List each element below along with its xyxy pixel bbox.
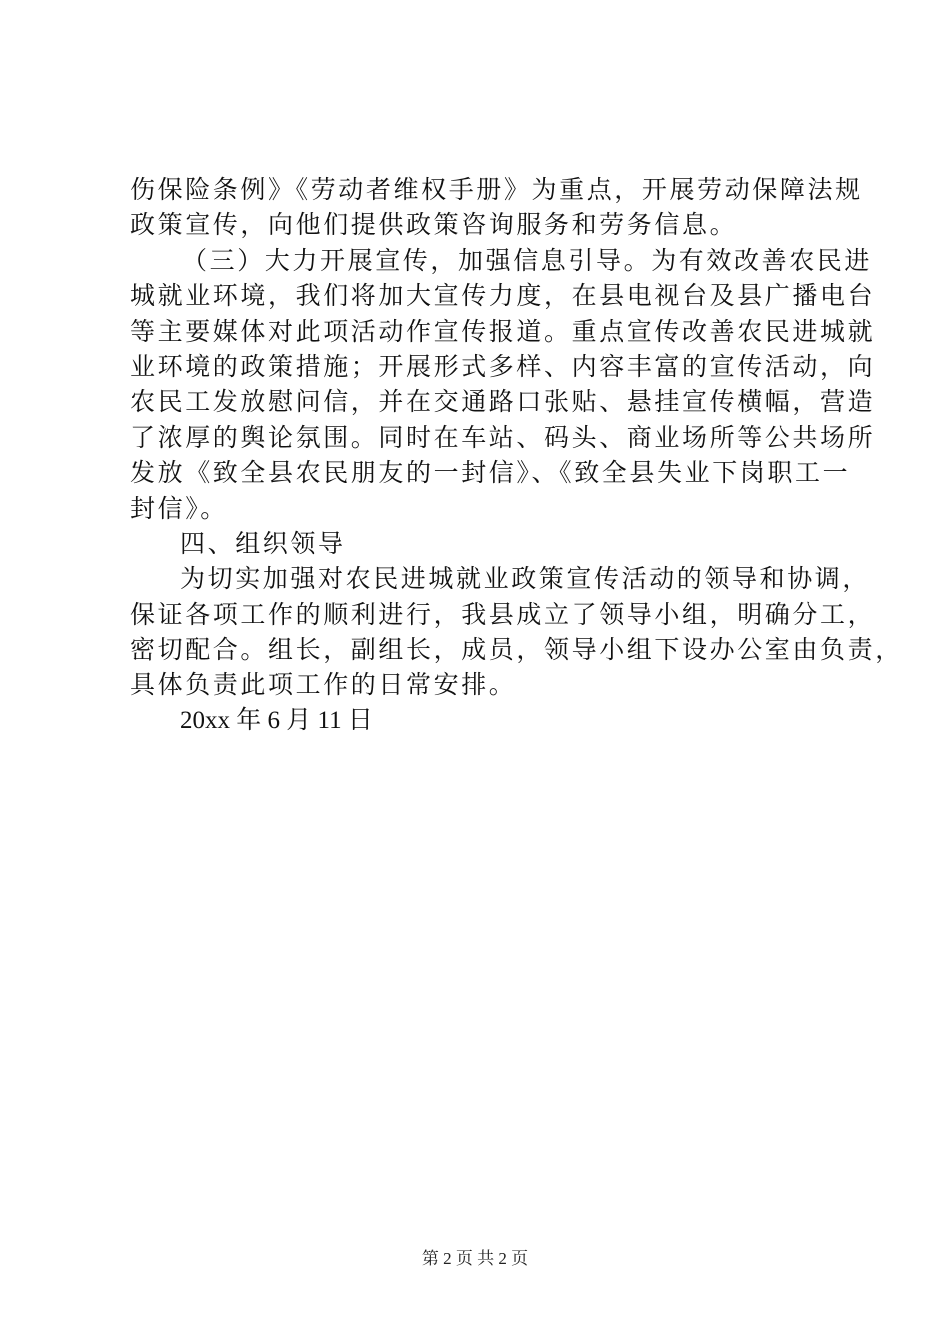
body-line: 了浓厚的舆论氛围。同时在车站、码头、商业场所等公共场所 (130, 422, 876, 452)
body-line: 伤保险条例》《劳动者维权手册》为重点，开展劳动保障法规 (130, 175, 863, 204)
body-line: 政策宣传，向他们提供政策咨询服务和劳务信息。 (130, 210, 738, 240)
body-line: 密切配合。组长，副组长，成员，领导小组下设办公室由负责， (130, 635, 903, 665)
body-line: 发放《致全县农民朋友的一封信》、《致全县失业下岗职工一 (130, 458, 851, 488)
body-line: 等主要媒体对此项活动作宣传报道。重点宣传改善农民进城就 (130, 316, 876, 346)
body-line: 为切实加强对农民进城就业政策宣传活动的领导和协调， (180, 564, 871, 594)
body-line: 农民工发放慰问信，并在交通路口张贴、悬挂宣传横幅，营造 (130, 387, 876, 417)
section-heading-three: （三）大力开展宣传，加强信息引导。为有效改善农民进 (182, 245, 873, 275)
section-heading-four: 四、组织领导 (180, 528, 346, 558)
body-line: 封信》。 (130, 493, 228, 523)
body-line: 业环境的政策措施；开展形式多样、内容丰富的宣传活动，向 (130, 351, 876, 381)
body-line: 城就业环境，我们将加大宣传力度，在县电视台及县广播电台 (130, 281, 876, 311)
page-number-footer: 第 2 页 共 2 页 (421, 1249, 529, 1268)
document-body (130, 172, 903, 738)
body-line: 具体负责此项工作的日常安排。 (130, 670, 517, 700)
body-line: 保证各项工作的顺利进行，我县成立了领导小组，明确分工， (130, 599, 876, 629)
document-date: 20xx 年 6 月 11 日 (180, 706, 373, 734)
